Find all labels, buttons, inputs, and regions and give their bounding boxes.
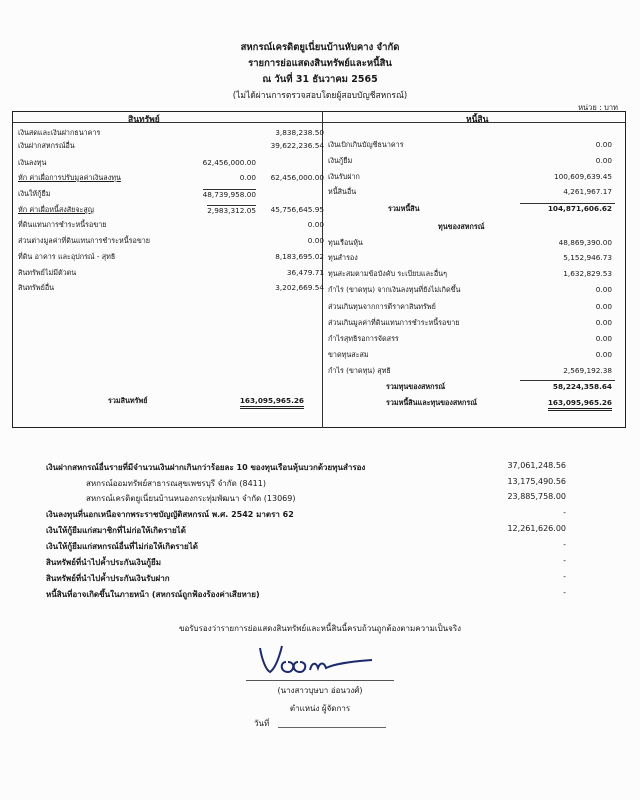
asset-row-label: ที่ดินแทนการชำระหนี้รอขาย: [18, 220, 107, 229]
asset-row-gross: 2,983,312.05: [207, 206, 256, 215]
signer-position: ตำแหน่ง ผู้จัดการ: [289, 704, 351, 713]
asset-row-label: สินทรัพย์อื่น: [18, 283, 55, 292]
disclosure-label: สหกรณ์ออมทรัพย์สาธารณสุขเพชรบุรี จำกัด (8411): [86, 479, 266, 488]
disclosure-value: -: [563, 572, 566, 581]
disclosure-label: เงินลงทุนที่นอกเหนือจากพระราชบัญญัติสหกรณ์ พ.ศ. 2542 มาตรา 62: [46, 510, 294, 519]
liability-row-label: เงินรับฝาก: [328, 172, 360, 181]
equity-row-value: 1,632,829.53: [563, 269, 612, 278]
signature-line: [246, 680, 394, 681]
report-date: ณ วันที่ 31 ธันวาคม 2565: [262, 74, 378, 85]
liabilities-heading: หนี้สิน: [466, 115, 489, 125]
equity-subtotal-rule: [520, 380, 615, 381]
subtotal-rule: [520, 203, 615, 204]
liability-row-value: 0.00: [595, 156, 612, 165]
asset-row-label: สินทรัพย์ไม่มีตัวตน: [18, 268, 77, 277]
asset-row-label: ส่วนต่างมูลค่าที่ดินแทนการชำระหนี้รอขาย: [18, 236, 151, 245]
asset-row-net: 0.00: [307, 236, 324, 245]
equity-row-label: ทุนเรือนหุ้น: [328, 238, 363, 247]
asset-row-label: เงินลงทุน: [18, 158, 47, 167]
disclosure-value: -: [563, 508, 566, 517]
equity-row-label: ขาดทุนสะสม: [328, 350, 369, 359]
disclosure-label: เงินให้กู้ยืมแก่สมาชิกที่ไม่ก่อให้เกิดรายได้: [46, 526, 186, 535]
equity-row-value: 5,152,946.73: [563, 253, 612, 262]
total-assets-label: รวมสินทรัพย์: [108, 396, 148, 405]
date-line: [278, 727, 386, 728]
asset-row-net: 45,756,645.95: [270, 205, 324, 214]
equity-row-value: 0.00: [595, 334, 612, 343]
asset-row-net: 8,183,695.02: [275, 252, 324, 261]
total-equity-value: 58,224,358.64: [552, 382, 612, 391]
asset-row-label: หัก ค่าเผื่อหนี้สงสัยจะสูญ: [18, 205, 94, 214]
asset-row-net: 36,479.71: [286, 268, 324, 277]
total-equity-label: รวมทุนของสหกรณ์: [386, 382, 446, 391]
asset-row-label: เงินให้กู้ยืม: [18, 189, 51, 198]
asset-row-label: หัก ค่าเผื่อการปรับมูลค่าเงินลงทุน: [18, 173, 121, 182]
disclosure-label: สินทรัพย์ที่นำไปค้ำประกันเงินกู้ยืม: [46, 558, 161, 567]
equity-heading: ทุนของสหกรณ์: [438, 222, 485, 231]
disclosure-value: -: [563, 588, 566, 597]
disclosure-label: สินทรัพย์ที่นำไปค้ำประกันเงินรับฝาก: [46, 574, 170, 583]
signer-name: (นางสาวบุษบา อ่อนวงศ์): [277, 686, 363, 695]
liability-row-label: เงินเบิกเกินบัญชีธนาคาร: [328, 140, 404, 149]
equity-row-label: ส่วนเกินทุนจากการตีราคาสินทรัพย์: [328, 302, 436, 311]
disclosure-value: 23,885,758.00: [507, 492, 566, 501]
disclosure-label: เงินให้กู้ยืมแก่สหกรณ์อื่นที่ไม่ก่อให้เกิดรายได้: [46, 542, 198, 551]
liability-row-value: 100,609,639.45: [553, 172, 612, 181]
grand-total-value: 163,095,965.26: [548, 398, 612, 411]
coop-name: สหกรณ์เครดิตยูเนี่ยนบ้านหับคาง จำกัด: [240, 42, 400, 53]
equity-row-label: ทุนสำรอง: [328, 253, 358, 262]
liability-row-value: 0.00: [595, 140, 612, 149]
asset-row-net: 3,202,669.54: [275, 283, 324, 292]
asset-row-label: ที่ดิน อาคาร และอุปกรณ์ - สุทธิ: [18, 252, 116, 261]
disclosure-label: เงินฝากสหกรณ์อื่นรายที่มีจำนวนเงินฝากเกินกว่าร้อยละ 10 ของทุนเรือนหุ้นบวกด้วยทุนสำรอง: [46, 463, 366, 472]
liability-row-label: เงินกู้ยืม: [328, 156, 353, 165]
equity-row-value: 0.00: [595, 318, 612, 327]
asset-row-gross: 0.00: [239, 173, 256, 182]
grand-total-label: รวมหนี้สินและทุนของสหกรณ์: [386, 398, 477, 407]
disclosure-label: หนี้สินที่อาจเกิดขึ้นในภายหน้า (สหกรณ์ถูกฟ้องร้องค่าเสียหาย): [46, 590, 260, 599]
asset-row-label: เงินสดและเงินฝากธนาคาร: [18, 128, 101, 137]
assets-heading: สินทรัพย์: [128, 115, 160, 125]
equity-row-label: กำไร (ขาดทุน) สุทธิ: [328, 366, 391, 375]
liability-row-label: หนี้สินอื่น: [328, 187, 357, 196]
total-liabilities-label: รวมหนี้สิน: [388, 204, 420, 213]
date-label: วันที่: [254, 719, 270, 728]
total-liabilities-value: 104,871,606.62: [547, 204, 612, 213]
asset-row-label: เงินฝากสหกรณ์อื่น: [18, 141, 75, 150]
disclosure-value: -: [563, 556, 566, 565]
asset-row-gross: 48,739,958.00: [202, 190, 256, 199]
equity-row-value: 2,569,192.38: [563, 366, 612, 375]
equity-row-label: กำไรสุทธิรอการจัดสรร: [328, 334, 399, 343]
equity-row-label: ส่วนเกินมูลค่าที่ดินแทนการชำระหนี้รอขาย: [328, 318, 460, 327]
report-title: รายการย่อแสดงสินทรัพย์และหนี้สิน: [248, 58, 392, 69]
equity-row-value: 48,869,390.00: [558, 238, 612, 247]
asset-row-net: 0.00: [307, 220, 324, 229]
signature-image: [252, 640, 382, 680]
equity-row-value: 0.00: [595, 302, 612, 311]
asset-row-gross: 62,456,000.00: [202, 158, 256, 167]
total-assets-value: 163,095,965.26: [240, 396, 304, 409]
unit-label: หน่วย : บาท: [578, 103, 618, 112]
certification-text: ขอรับรองว่ารายการย่อแสดงสินทรัพย์และหนี้สินนี้ครบถ้วนถูกต้องตามความเป็นจริง: [178, 624, 462, 633]
equity-row-value: 0.00: [595, 350, 612, 359]
asset-row-net: 3,838,238.50: [275, 128, 324, 137]
disclosure-value: 13,175,490.56: [507, 477, 566, 486]
disclosure-value: 12,261,626.00: [507, 524, 566, 533]
disclosure-value: -: [563, 540, 566, 549]
disclosure-label: สหกรณ์เครดิตยูเนี่ยนบ้านหนองกระทุ่มพัฒนา จำกัด (13069): [86, 494, 296, 503]
asset-row-net: 62,456,000.00: [270, 173, 324, 182]
equity-row-label: ทุนสะสมตามข้อบังคับ ระเบียบและอื่นๆ: [328, 269, 447, 278]
audit-note: (ไม่ได้ผ่านการตรวจสอบโดยผู้สอบบัญชีสหกรณ์): [232, 91, 408, 101]
liability-row-value: 4,261,967.17: [563, 187, 612, 196]
disclosure-value: 37,061,248.56: [507, 461, 566, 470]
equity-row-label: กำไร (ขาดทุน) จากเงินลงทุนที่ยังไม่เกิดขึ้น: [328, 285, 461, 294]
equity-row-value: 0.00: [595, 285, 612, 294]
asset-row-net: 39,622,236.54: [270, 141, 324, 150]
header-rule: [13, 122, 625, 123]
